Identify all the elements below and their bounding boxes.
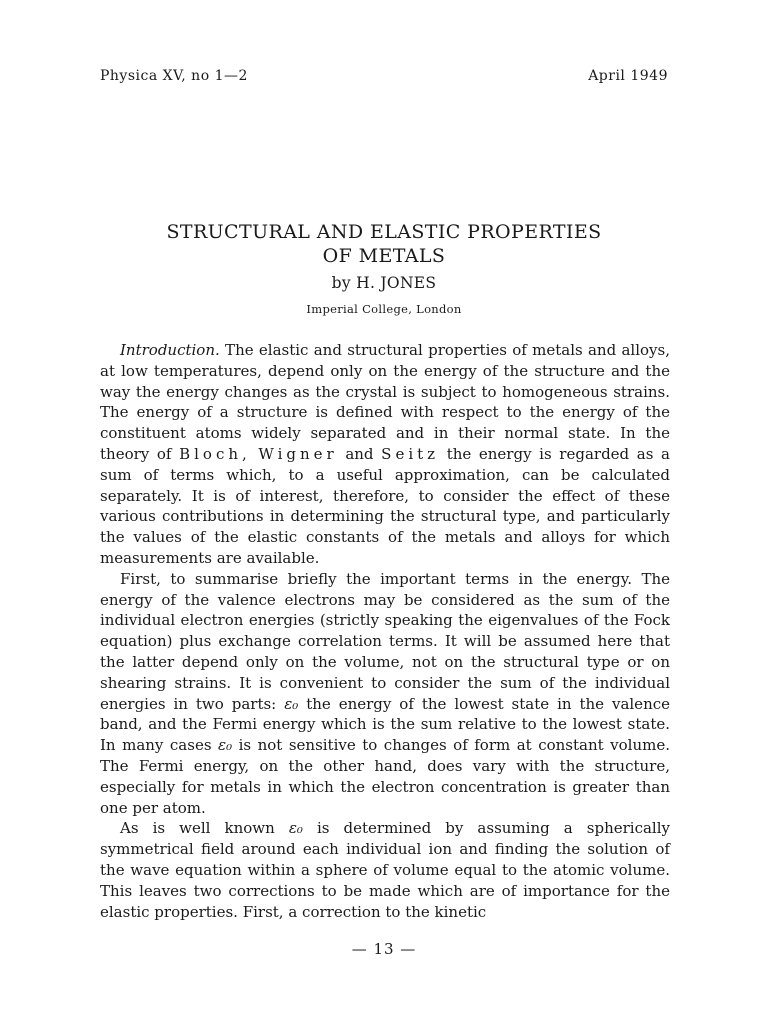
math-symbol: ε₀ xyxy=(288,819,303,838)
paragraph-text: is determined by assuming a spherically symmetrical field around each individual ion and finding the solution of the wave equation within a sphere of volume equal to the atomic volume. This leaves two corrections to be made which are of importance for the elastic properties. First, a correction to the kinetic xyxy=(100,819,670,921)
author-name-wigner: Wigner xyxy=(258,444,338,463)
paragraph-introduction xyxy=(100,340,670,569)
paragraph-text: First, to summarise briefly the important terms in the energy. The energy of the valence electrons may be considered as the sum of the individual electron energies (strictly speaking the eigenvalues of the Fock equation) plus exchange correlation terms. It will be assumed here that the latter depend only on the volume, not on the structural type or on shearing strains. It is convenient to consider the sum of the individual energies in two parts: xyxy=(100,569,670,713)
title-line-2: OF METALS xyxy=(322,245,446,267)
running-header xyxy=(100,68,668,84)
paragraph-text: the energy is regarded as a sum of terms which, to a useful approximation, can be calculated separately. It is of interest, therefore, to consider the effect of these various contributions in determining the structural type, and particularly the values of the elastic constants of the metals and alloys for which measurements are available. xyxy=(100,444,671,567)
page-number: — 13 — xyxy=(351,940,417,958)
paragraph-text: and xyxy=(337,444,382,463)
title-line-1: STRUCTURAL AND ELASTIC PROPERTIES xyxy=(166,221,602,243)
paper-title xyxy=(0,220,768,268)
title-block xyxy=(0,220,768,316)
paragraph-text: is not sensitive to changes of form at constant volume. The Fermi energy, on the other hand, does vary with the structure, especially for metals in which the electron concentration is greater than one per atom. xyxy=(100,736,670,817)
math-symbol: ε₀ xyxy=(284,694,299,713)
paragraph-energy-terms xyxy=(100,569,670,819)
paragraph-text: As is well known xyxy=(120,819,289,838)
journal-reference: Physica XV, no 1—2 xyxy=(100,68,248,84)
author-name-bloch: Bloch, xyxy=(179,444,251,463)
paragraph-corrections xyxy=(100,818,670,922)
author-byline: by H. JONES xyxy=(331,274,437,292)
author-name-seitz: Seitz xyxy=(381,444,440,463)
paragraph-text: The elastic and structural properties of metals and alloys, at low temperatures, depend only on the energy of the structure and the way the energy changes as the crystal is subject to homogeneous strains. The energy of a structure is defined with respect to the energy of the constituent atoms widely separated and in their normal state. In the theory of xyxy=(100,341,670,463)
section-label: Introduction. xyxy=(120,341,220,359)
author-affiliation: Imperial College, London xyxy=(306,302,462,316)
math-symbol: ε₀ xyxy=(218,736,233,755)
issue-date: April 1949 xyxy=(588,68,668,84)
article-body xyxy=(100,340,670,922)
paragraph-text: the energy of the lowest state in the valence band, and the Fermi energy which is the sum relative to the lowest state. In many cases xyxy=(100,694,671,755)
